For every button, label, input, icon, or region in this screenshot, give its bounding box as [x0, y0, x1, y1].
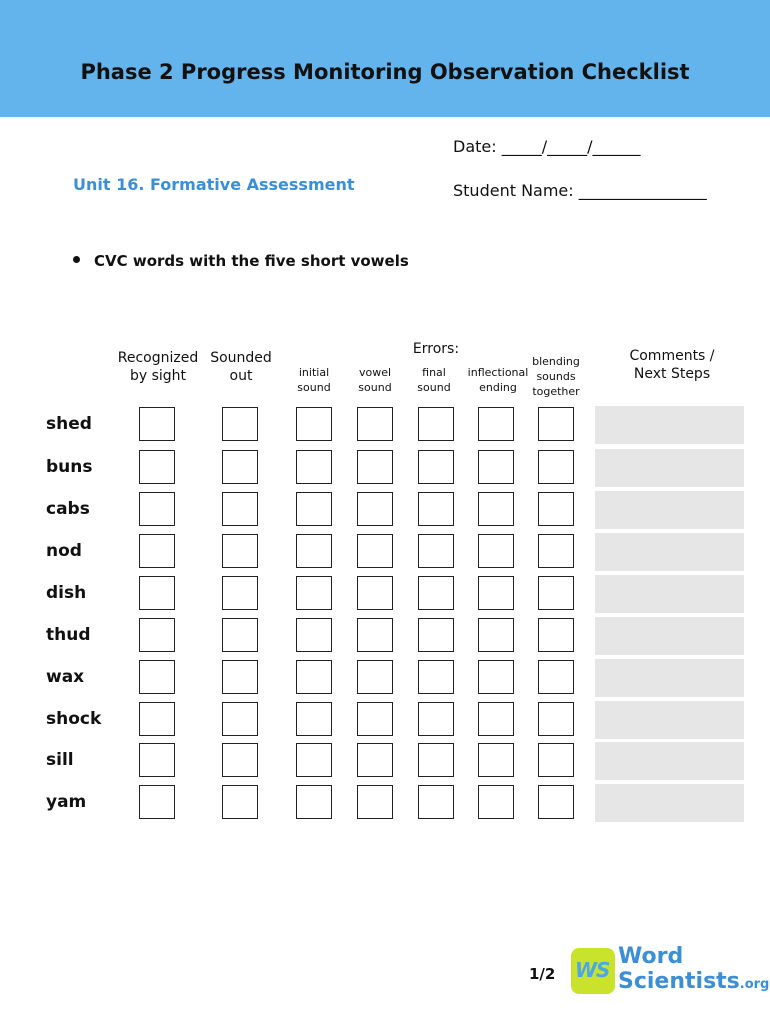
- checkbox-vowel[interactable]: [357, 450, 393, 484]
- col-comments-line2: Next Steps: [633, 366, 711, 382]
- col-recognized-line2: by sight: [129, 368, 187, 384]
- checkbox-initial[interactable]: [296, 743, 332, 777]
- word-shock: shock: [46, 709, 102, 729]
- word-thud: thud: [46, 625, 91, 645]
- checkbox-recognized[interactable]: [139, 407, 175, 441]
- checkbox-recognized[interactable]: [139, 702, 175, 736]
- comments-field[interactable]: [595, 491, 744, 529]
- checkbox-initial[interactable]: [296, 407, 332, 441]
- checkbox-initial[interactable]: [296, 660, 332, 694]
- checkbox-inflectional[interactable]: [478, 785, 514, 819]
- logo-scientists: [618, 969, 769, 994]
- col-comments: [610, 347, 734, 383]
- date-field: Date: _____/_____/______: [453, 137, 641, 156]
- checkbox-initial[interactable]: [296, 492, 332, 526]
- checkbox-recognized[interactable]: [139, 492, 175, 526]
- checkbox-final[interactable]: [418, 618, 454, 652]
- col-final-line2: sound: [417, 381, 451, 394]
- col-initial-line1: initial: [298, 366, 330, 379]
- checkbox-blending[interactable]: [538, 702, 574, 736]
- comments-field[interactable]: [595, 659, 744, 697]
- checkbox-inflectional[interactable]: [478, 743, 514, 777]
- checkbox-blending[interactable]: [538, 660, 574, 694]
- checkbox-blending[interactable]: [538, 743, 574, 777]
- checkbox-blending[interactable]: [538, 407, 574, 441]
- comments-field[interactable]: [595, 701, 744, 739]
- word-shed: shed: [46, 414, 92, 434]
- checkbox-recognized[interactable]: [139, 660, 175, 694]
- checkbox-sounded[interactable]: [222, 618, 258, 652]
- checkbox-initial[interactable]: [296, 785, 332, 819]
- checkbox-sounded[interactable]: [222, 702, 258, 736]
- col-final: [404, 365, 464, 395]
- comments-field[interactable]: [595, 784, 744, 822]
- checkbox-recognized[interactable]: [139, 450, 175, 484]
- checkbox-inflectional[interactable]: [478, 450, 514, 484]
- page-title: Phase 2 Progress Monitoring Observation Checklist: [80, 60, 690, 84]
- col-vowel-line2: sound: [358, 381, 392, 394]
- logo-org: .org: [739, 977, 770, 992]
- word-cabs: cabs: [46, 499, 90, 519]
- checkbox-sounded[interactable]: [222, 576, 258, 610]
- col-blending-line2: sounds: [536, 370, 576, 383]
- checkbox-recognized[interactable]: [139, 785, 175, 819]
- comments-field[interactable]: [595, 617, 744, 655]
- word-nod: nod: [46, 541, 82, 561]
- col-recognized: [112, 349, 204, 385]
- checkbox-vowel[interactable]: [357, 660, 393, 694]
- comments-field[interactable]: [595, 575, 744, 613]
- word-sill: sill: [46, 750, 74, 770]
- checkbox-sounded[interactable]: [222, 407, 258, 441]
- col-inflectional-line2: ending: [479, 381, 517, 394]
- checkbox-inflectional[interactable]: [478, 534, 514, 568]
- checkbox-final[interactable]: [418, 576, 454, 610]
- checkbox-vowel[interactable]: [357, 407, 393, 441]
- checkbox-sounded[interactable]: [222, 534, 258, 568]
- checkbox-final[interactable]: [418, 534, 454, 568]
- checkbox-final[interactable]: [418, 743, 454, 777]
- checkbox-blending[interactable]: [538, 576, 574, 610]
- col-final-line1: final: [422, 366, 446, 379]
- checkbox-sounded[interactable]: [222, 660, 258, 694]
- col-initial: [284, 365, 344, 395]
- bullet-icon: [73, 256, 80, 263]
- checkbox-initial[interactable]: [296, 576, 332, 610]
- checkbox-recognized[interactable]: [139, 618, 175, 652]
- header-banner: [0, 0, 770, 117]
- checkbox-vowel[interactable]: [357, 618, 393, 652]
- checkbox-recognized[interactable]: [139, 576, 175, 610]
- logo-scientists-text: Scientists: [618, 969, 740, 994]
- checkbox-blending[interactable]: [538, 534, 574, 568]
- checkbox-final[interactable]: [418, 492, 454, 526]
- checkbox-recognized[interactable]: [139, 534, 175, 568]
- col-comments-line1: Comments /: [629, 348, 715, 364]
- comments-field[interactable]: [595, 406, 744, 444]
- col-inflectional: [463, 365, 533, 395]
- checkbox-vowel[interactable]: [357, 702, 393, 736]
- logo-mark: [571, 948, 615, 994]
- bullet-item: [73, 252, 409, 270]
- bullet-text: CVC words with the five short vowels: [94, 252, 409, 270]
- checkbox-inflectional[interactable]: [478, 492, 514, 526]
- checkbox-sounded[interactable]: [222, 492, 258, 526]
- checkbox-inflectional[interactable]: [478, 660, 514, 694]
- col-vowel: [345, 365, 405, 395]
- checkbox-final[interactable]: [418, 407, 454, 441]
- checkbox-final[interactable]: [418, 785, 454, 819]
- checkbox-final[interactable]: [418, 702, 454, 736]
- checkbox-sounded[interactable]: [222, 743, 258, 777]
- word-buns: buns: [46, 457, 93, 477]
- word-yam: yam: [46, 792, 87, 812]
- checkbox-blending[interactable]: [538, 618, 574, 652]
- col-recognized-line1: Recognized: [117, 350, 199, 366]
- checkbox-vowel[interactable]: [357, 576, 393, 610]
- page-number: 1/2: [529, 965, 556, 983]
- checkbox-vowel[interactable]: [357, 534, 393, 568]
- checkbox-inflectional[interactable]: [478, 576, 514, 610]
- checkbox-initial[interactable]: [296, 618, 332, 652]
- logo-mark-text: WS: [575, 958, 610, 982]
- checkbox-final[interactable]: [418, 660, 454, 694]
- col-blending-line3: together: [532, 385, 580, 398]
- col-sounded-line1: Sounded: [210, 350, 272, 366]
- logo-word: Word: [618, 944, 684, 969]
- checkbox-initial[interactable]: [296, 534, 332, 568]
- student-name-field: Student Name: ________________: [453, 181, 707, 200]
- errors-title: Errors:: [412, 341, 460, 357]
- word-wax: wax: [46, 667, 85, 687]
- checkbox-inflectional[interactable]: [478, 407, 514, 441]
- checkbox-blending[interactable]: [538, 492, 574, 526]
- checkbox-initial[interactable]: [296, 450, 332, 484]
- comments-field[interactable]: [595, 742, 744, 780]
- col-blending-line1: blending: [532, 355, 580, 368]
- col-sounded-line2: out: [229, 368, 253, 384]
- checkbox-vowel[interactable]: [357, 785, 393, 819]
- checkbox-final[interactable]: [418, 450, 454, 484]
- col-initial-line2: sound: [297, 381, 331, 394]
- col-sounded: [203, 349, 279, 385]
- word-dish: dish: [46, 583, 87, 603]
- checkbox-inflectional[interactable]: [478, 702, 514, 736]
- checkbox-vowel[interactable]: [357, 492, 393, 526]
- col-inflectional-line1: inflectional: [467, 366, 529, 379]
- checkbox-sounded[interactable]: [222, 450, 258, 484]
- checkbox-recognized[interactable]: [139, 743, 175, 777]
- checkbox-blending[interactable]: [538, 450, 574, 484]
- unit-title: Unit 16. Formative Assessment: [73, 175, 355, 194]
- checkbox-blending[interactable]: [538, 785, 574, 819]
- checkbox-initial[interactable]: [296, 702, 332, 736]
- col-vowel-line1: vowel: [358, 366, 392, 379]
- comments-field[interactable]: [595, 533, 744, 571]
- comments-field[interactable]: [595, 449, 744, 487]
- checkbox-vowel[interactable]: [357, 743, 393, 777]
- checkbox-inflectional[interactable]: [478, 618, 514, 652]
- checkbox-sounded[interactable]: [222, 785, 258, 819]
- col-blending: [527, 354, 585, 399]
